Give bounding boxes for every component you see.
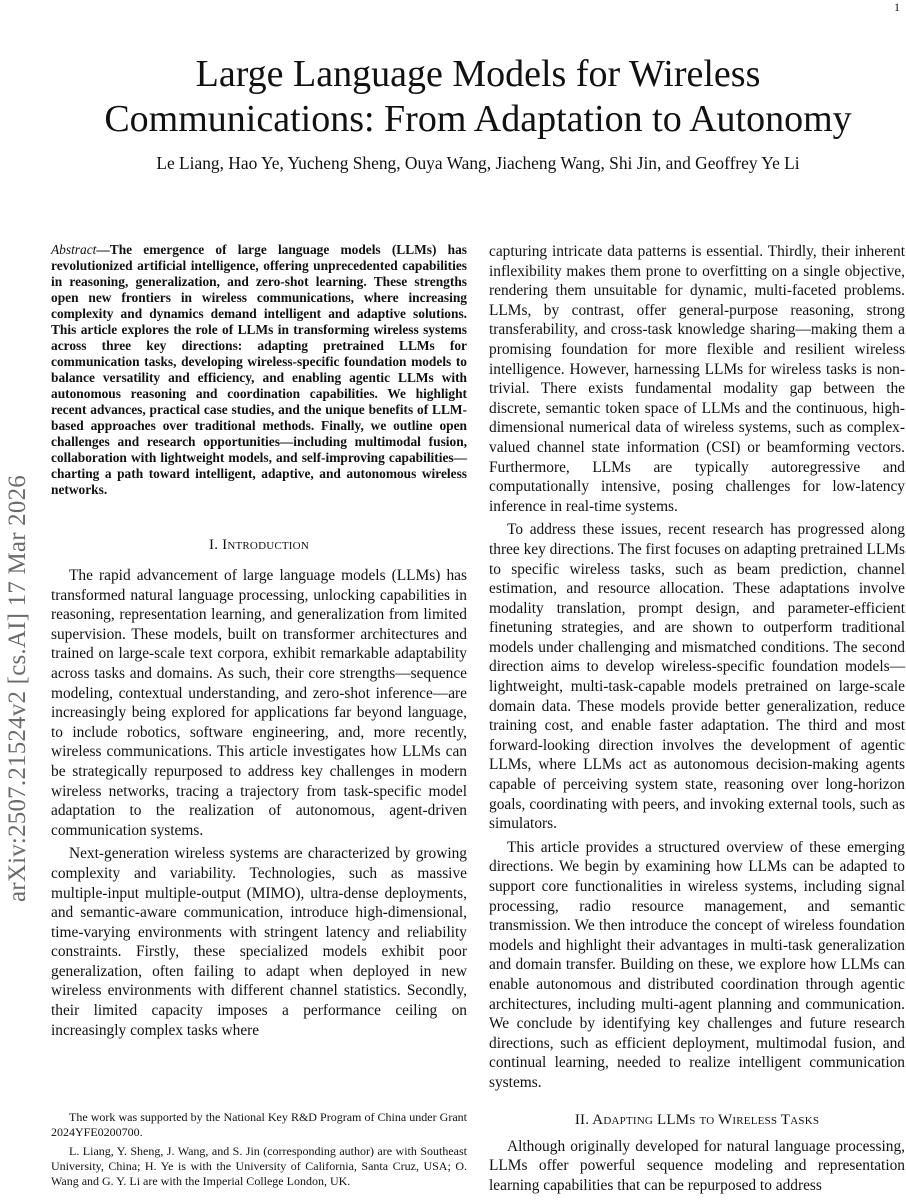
affiliation-footnote: L. Liang, Y. Sheng, J. Wang, and S. Jin (corresponding author) are with Southeast University, China; H. Ye is with the University of California, Santa Cruz, USA; O. Wang and G. Y. Li are with the Imperial College London, UK. xyxy=(51,1144,467,1188)
left-column xyxy=(51,242,467,1040)
funding-footnote: The work was supported by the National Key R&D Program of China under Grant 2024YFE0200700. xyxy=(51,1110,467,1139)
paragraph-continued: capturing intricate data patterns is essential. Thirdly, their inherent inflexibility makes them prone to overfitting on a single objective, rendering them unsuitable for dynamic, multi-faceted problems. LLMs, by contrast, offer general-purpose reasoning, strong transferability, and cross-task knowledge sharing—making them a promising foundation for more flexible and resilient wireless intelligence. However, harnessing LLMs for wireless tasks is non-trivial. There exists fundamental modality gap between the discrete, semantic token space of LLMs and the continuous, high-dimensional numerical data of wireless systems, such as complex-valued channel state information (CSI) or beamforming vectors. Furthermore, LLMs are typically autoregressive and computationally intensive, posing challenges for low-latency inference in real-time systems. xyxy=(489,243,905,515)
abstract-label: Abstract xyxy=(51,242,97,257)
page-number: 1 xyxy=(894,0,900,14)
paragraph: To address these issues, recent research has progressed along three key directions. The first focuses on adapting pretrained LLMs to specific wireless tasks, such as beam prediction, channel estimation, and resource allocation. These adaptations involve modality translation, prompt design, and parameter-efficient finetuning strategies, and are shown to outperform traditional models under challenging and mismatched conditions. The second direction aims to develop wireless-specific foundation models—lightweight, multi-task-capable models pretrained on large-scale domain data. These models provide better generalization, reduce training cost, and enable faster adaptation. The third and most forward-looking direction involves the development of agentic LLMs, where LLMs act as autonomous decision-making agents capable of perceiving system state, reasoning over long-horizon goals, coordinating with peers, and invoking external tools, such as simulators. xyxy=(489,521,905,833)
abstract-text: —The emergence of large language models (LLMs) has revolutionized artificial intelligence, offering unprecedented capabilities in reasoning, generalization, and zero-shot learning. These strengths open new frontiers in wireless communications, where increasing complexity and dynamics demand intelligent and adaptive solutions. This article explores the role of LLMs in transforming wireless systems across three key directions: adapting pretrained LLMs for communication tasks, developing wireless-specific foundation models to balance versatility and efficiency, and enabling agentic LLMs with autonomous reasoning and coordination capabilities. We highlight recent advances, practical case studies, and the unique benefits of LLM-based approaches over traditional methods. Finally, we outline open challenges and research opportunities—including multimodal fusion, collaboration with lightweight models, and self-improving capabilities—charting a path toward intelligent, adaptive, and autonomous wireless networks. xyxy=(51,242,467,497)
paragraph: Although originally developed for natural language processing, LLMs offer powerful sequence modeling and representation learning capabilities that can be repurposed to address xyxy=(489,1137,905,1194)
author-list: Le Liang, Hao Ye, Yucheng Sheng, Ouya Wang, Jiacheng Wang, Shi Jin, and Geoffrey Ye Li xyxy=(156,153,800,173)
paragraph: This article provides a structured overview of these emerging directions. We begin by examining how LLMs can be adapted to support core functionalities in wireless systems, including signal processing, radio resource management, and semantic transmission. We then introduce the concept of wireless foundation models and highlight their advantages in multi-task generalization and domain transfer. Building on these, we explore how LLMs can enable autonomous and distributed coordination through agentic architectures, including multi-agent planning and communication. We conclude by identifying key challenges and future research directions, such as efficient deployment, multimodal fusion, and continual learning, needed to realize intelligent communication systems. xyxy=(489,838,905,1091)
arxiv-identifier: arXiv:2507.21524v2 [cs.AI] 17 Mar 2026 xyxy=(4,475,31,902)
paragraph: Next-generation wireless systems are characterized by growing complexity and variability. Technologies, such as massive multiple-input multiple-output (MIMO), ultra-dense deployments, and semantic-aware communication, introduce high-dimensional, time-varying environments with stringent latency and reliability constraints. Firstly, these specialized models exhibit poor generalization, often failing to adapt when deployed in new wireless environments with different channel statistics. Secondly, their limited capacity imposes a performance ceiling on increasingly complex tasks where xyxy=(51,845,467,1039)
right-column xyxy=(489,242,905,1195)
section-heading-adapting-llms: II. Adapting LLMs to Wireless Tasks xyxy=(574,1111,820,1128)
paper-title: Large Language Models for Wireless Communications: From Adaptation to Autonomy xyxy=(104,53,852,140)
abstract xyxy=(51,242,467,498)
footnotes xyxy=(51,1110,467,1189)
paragraph: The rapid advancement of large language models (LLMs) has transformed natural language processing, unlocking capabilities in reasoning, representation learning, and generalization from limited supervision. These models, built on transformer architectures and trained on large-scale text corpora, exhibit remarkable adaptability across tasks and domains. As such, their core strengths—sequence modeling, contextual understanding, and zero-shot inference—are increasingly being explored for applications far beyond language, to include robotics, software engineering, and, more recently, wireless communications. This article investigates how LLMs can be strategically repurposed to address key challenges in modern wireless networks, tracing a trajectory from task-specific model adaptation to the realization of autonomous, agent-driven communication systems. xyxy=(51,567,467,839)
section-heading-introduction: I. Introduction xyxy=(209,537,309,553)
